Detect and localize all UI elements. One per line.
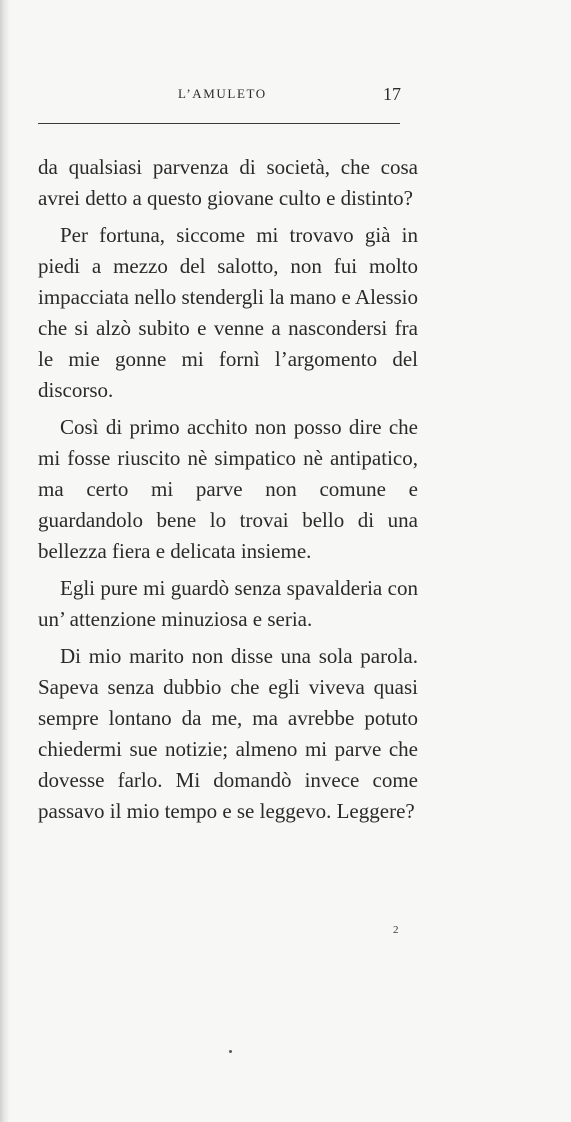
header-rule [38,123,400,124]
paragraph: Per fortuna, siccome mi trovavo già in piedi a mezzo del salotto, non fui molto impacciata nello stendergli la mano e Alessio che si alzò subito e venne a nascondersi fra le mie gonne mi fornì l’argomento del discorso. [38,223,418,402]
paper-speck [229,1050,232,1053]
paragraph: Di mio marito non disse una sola parola. Sapeva senza dubbio che egli viveva quasi sempre lontano da me, ma avrebbe potuto chiedermi sue notizie; almeno mi parve che dovesse farlo. Mi domandò invece come passavo il mio tempo e se leggevo. Leggere? [38,644,418,823]
signature-mark: 2 [393,924,399,936]
paragraph: Egli pure mi guardò senza spavalderia con un’ attenzione minuziosa e seria. [38,576,418,631]
paragraph: da qualsiasi parvenza di società, che cosa avrei detto a questo giovane culto e distinto? [38,155,418,210]
running-header [0,86,571,106]
running-title: L’AMULETO [178,86,267,101]
page-binding-edge [0,0,10,1122]
paragraph: Così di primo acchito non posso dire che mi fosse riuscito nè simpatico nè antipatico, ma certo mi parve non comune e guardandolo bene lo trovai bello di una bellezza fiera e delicata insieme. [38,415,418,563]
page-number: 17 [383,84,401,104]
body-text [38,152,418,833]
